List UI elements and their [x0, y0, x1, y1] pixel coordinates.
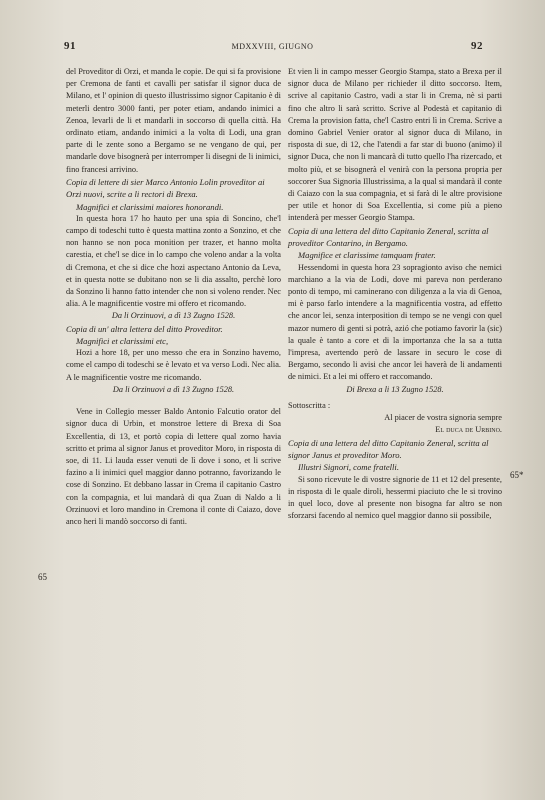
margin-note-right: 65* [510, 470, 524, 480]
margin-note-left: 65 [38, 572, 47, 582]
paragraph: Hozi a hore 18, per uno messo che era in Sonzino havemo, come el campo di todeschi se è levato et va verso Lodi. Nec alia. A le magnificentie vostre me ricomando. [66, 348, 281, 382]
running-title: MDXXVIII, GIUGNO [231, 42, 314, 51]
letter-date: Da li Orzinuovi a dì 13 Zugno 1528. [112, 384, 235, 394]
salutation: Magnifici et clarissimi maiores honorandi. [76, 201, 224, 212]
page-header [0, 40, 545, 60]
left-column [66, 66, 281, 528]
page-number-left: 91 [64, 40, 76, 52]
paragraph: In questa hora 17 ho hauto per una spia di Soncino, che'l campo di todeschi tutto è questa mattina zonto a Sonzino, et che non hanno se non poca monition per trazer, et hanno molta carestia, et che'l se dice in lo campo che voleno andar a la volta di Cremona, et che si dice che hozi aspectano Antonio da Leva, et in questa notte se dubitano non se li dia assalto, perchè loro da Sonzino li hanno fatto intender che non si voleno render. Nec alia. A le magnificentie vostre mi offero et ricomando. [66, 213, 281, 309]
page-number-right: 92 [471, 40, 483, 52]
section-heading: Copia di lettere di sier Marco Antonio Lolin proveditor ai Orzi nuovi, scrite a li rectori di Brexa. [66, 176, 265, 200]
salutation: Magnifice et clarissime tamquam frater. [298, 250, 436, 261]
section-heading: Copia di una lettera del ditto Capitanio Zeneral, scritta al proveditor Contarino, in Bergamo. [288, 225, 489, 249]
salutation: Illustri Signori, come fratelli. [298, 462, 399, 473]
signature-line: Al piacer de vostra signoria sempre [384, 413, 502, 423]
salutation: Magnifici et clarissimi etc, [76, 336, 169, 347]
paragraph: del Proveditor di Orzi, et manda le copie. De qui si fa provisione per Cremona de fanti et cavalli per satisfar il signor duca de Milano, et l' opinion di questo illustrissimo signor Capitanio è di meterli dentro 3000 fanti, per poter etiam, andando inimici a Zenoa, levarli de li et mandarli in soccorso di quella città. Ha ordinato etiam, andando inimici a la volta di Lodi, una gran parte di le zente sono a Bergamo se ne vengano de qui, per mandarle dove bisognerà per interromper li disegni de li inimici, fino francesi arrivino. [66, 67, 281, 174]
letter-date: Di Brexa a li 13 Zugno 1528. [346, 384, 444, 394]
paragraph: Hessendomi in questa hora 23 sopragionto aviso che nemici marchiano a la via de Lodi, dove mi pareva non perderano ponto di tempo, mi caminerano con diligenza a la via di Genoa, mi è parso farlo intendere a la magnificentia vostra, ad effetto che ancor lei, senza interposition di tempo se ne vengi con quel mazor numero di genti si potrà, azió che potiamo favorir la (sic) la quale è tanto a core et di la importanza che la sa a tutta l'impresa, avertendo però de lassare in securo le cose di Bergamo, secondo li avisi che ancor lei haverà de li andamenti de nimici. Et a lei mi offero et raccomando. [288, 262, 502, 382]
letter-date: Da li Orzinuovi, a dì 13 Zugno 1528. [111, 311, 236, 321]
right-column [288, 66, 502, 522]
paragraph: Et vien li in campo messer Georgio Stampa, stato a Brexa per il signor duca de Milano per richieder il ditto soccorso. Item, scrive al capitanio Castro, vadi a star li in Crema, nè si parti fino che altro li sarà scritto. Scrive al Podestà et capitanio di Crema la provision fatta, che'l Castro entri lì in Crema. Scrive a domino Gabriel Venier orator al signor duca di Milano, in risposta di sue, di 12, che l'atendi a far star di buono (animo) il signor Duca, che non li mancarà di tutto quello l'ha rizercado, et molto più, et se bisognerà el venirà con la persona propria per soccorer Sua Signoria Illustrissima, a la qual si mandarà il conte di Caiazo con la sua compagnia, et si farà di le altre provisione per utile et honor di Soa Excellentia, si come più a pieno intenderà per messer Georgio Stampa. [288, 67, 502, 223]
section-heading: Copia di una lettera del ditto Capitanio Zeneral, scritta al signor Janus et proveditor Moro. [288, 437, 489, 460]
signature-name: El duca de Urbino. [435, 425, 502, 435]
signature-label: Sottoscritta : [288, 400, 331, 410]
paragraph: Vene in Collegio messer Baldo Antonio Falcutio orator del signor duca di Urbin, et monstroe lettere di Brexa di Soa Excellentia, di 13, et portò copia di lettere qual zorno havia scritto et prima al signor Janus et proveditor Moro, in risposta di soe, di 11. Li lauda esser venuti de lì dove i sono, et li scrive fazino a li inimici quel maggior danno potranno, favorizando le cose di Sonzino. Et debbano lassar in Crema il capitanio Castro con la compagnia, et lui mandarà di qua Zuan di Naldo a li Orzinuovi et loro mandino in Cremona il conte di Caiazo, dove anco heri li mandò soccorso di fanti. [66, 407, 281, 526]
paragraph: Si sono ricevute le di vostre signorie de 11 et 12 del presente, in risposta di le quale diroli, hessermi piaciuto che le si trovino in quel loco, dove al presente non bisogna far altro se non sforzarsi facendo al nemico quel maggior danno sii possibile, [288, 474, 502, 521]
section-heading: Copia di un' altra lettera del ditto Proveditor. [66, 323, 223, 334]
